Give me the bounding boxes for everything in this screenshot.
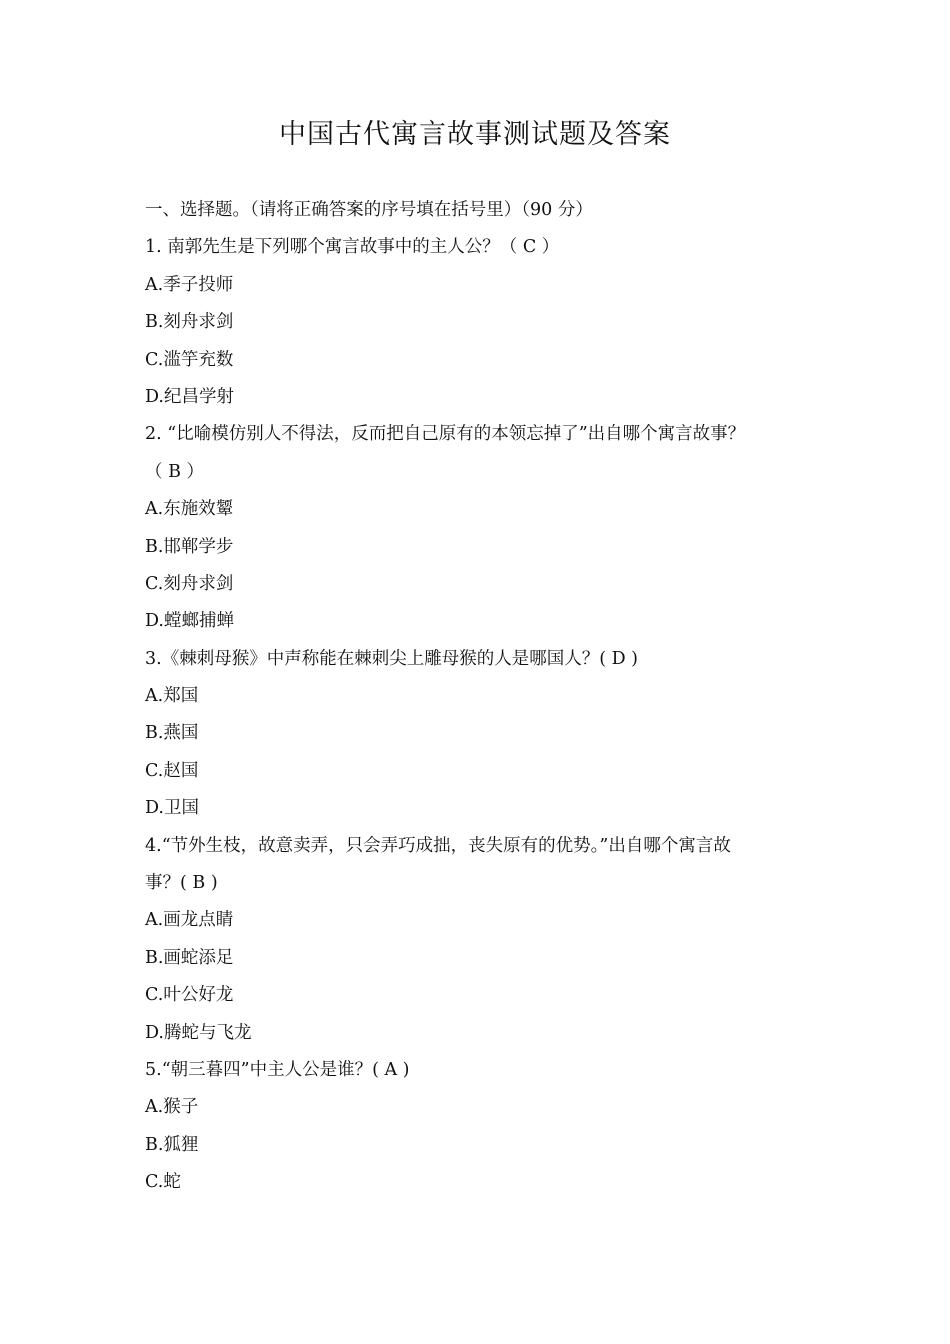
- option-a: A.东施效颦: [145, 499, 234, 520]
- question-text: 1. 南郭先生是下列哪个寓言故事中的主人公？（ C ）: [145, 237, 560, 258]
- question-3: [145, 641, 815, 828]
- section-heading: 一、选择题。（请将正确答案的序号填在括号里）（90 分）: [145, 200, 593, 220]
- question-text-continued: （ B ）: [145, 461, 204, 482]
- option-c: C.赵国: [145, 760, 199, 781]
- option-d: D.腾蛇与飞龙: [145, 1022, 252, 1043]
- question-list: [145, 192, 815, 1202]
- option-a: A.郑国: [145, 686, 199, 707]
- question-text: 5.“朝三暮四”中主人公是谁？( A ): [145, 1059, 410, 1080]
- option-b: B.邯郸学步: [145, 536, 234, 557]
- question-4: [145, 828, 815, 1052]
- question-2: [145, 416, 815, 640]
- question-text: 3.《棘刺母猴》中声称能在棘刺尖上雕母猴的人是哪国人？( D ): [145, 648, 639, 669]
- question-text: 4.“节外生枝，故意卖弄，只会弄巧成拙，丧失原有的优势。”出自哪个寓言故: [145, 835, 731, 856]
- option-d: D.螳螂捕蝉: [145, 611, 234, 632]
- option-b: B.狐狸: [145, 1134, 199, 1155]
- question-1: [145, 229, 815, 416]
- option-c: C.刻舟求剑: [145, 573, 234, 594]
- document-title: 中国古代寓言故事测试题及答案: [279, 119, 671, 150]
- option-b: B.刻舟求剑: [145, 312, 234, 333]
- option-b: B.燕国: [145, 723, 199, 744]
- option-a: A.猴子: [145, 1097, 199, 1118]
- option-c: C.蛇: [145, 1172, 181, 1193]
- option-d: D.纪昌学射: [145, 386, 234, 407]
- option-d: D.卫国: [145, 798, 199, 819]
- option-a: A.画龙点睛: [145, 910, 234, 931]
- option-c: C.叶公好龙: [145, 985, 234, 1006]
- question-text: 2. “比喻模仿别人不得法，反而把自己原有的本领忘掉了”出自哪个寓言故事？: [145, 424, 746, 445]
- option-b: B.画蛇添足: [145, 947, 234, 968]
- question-text-continued: 事？( B ): [145, 873, 218, 894]
- option-a: A.季子投师: [145, 274, 234, 295]
- option-c: C.滥竽充数: [145, 349, 234, 370]
- question-5: [145, 1052, 815, 1202]
